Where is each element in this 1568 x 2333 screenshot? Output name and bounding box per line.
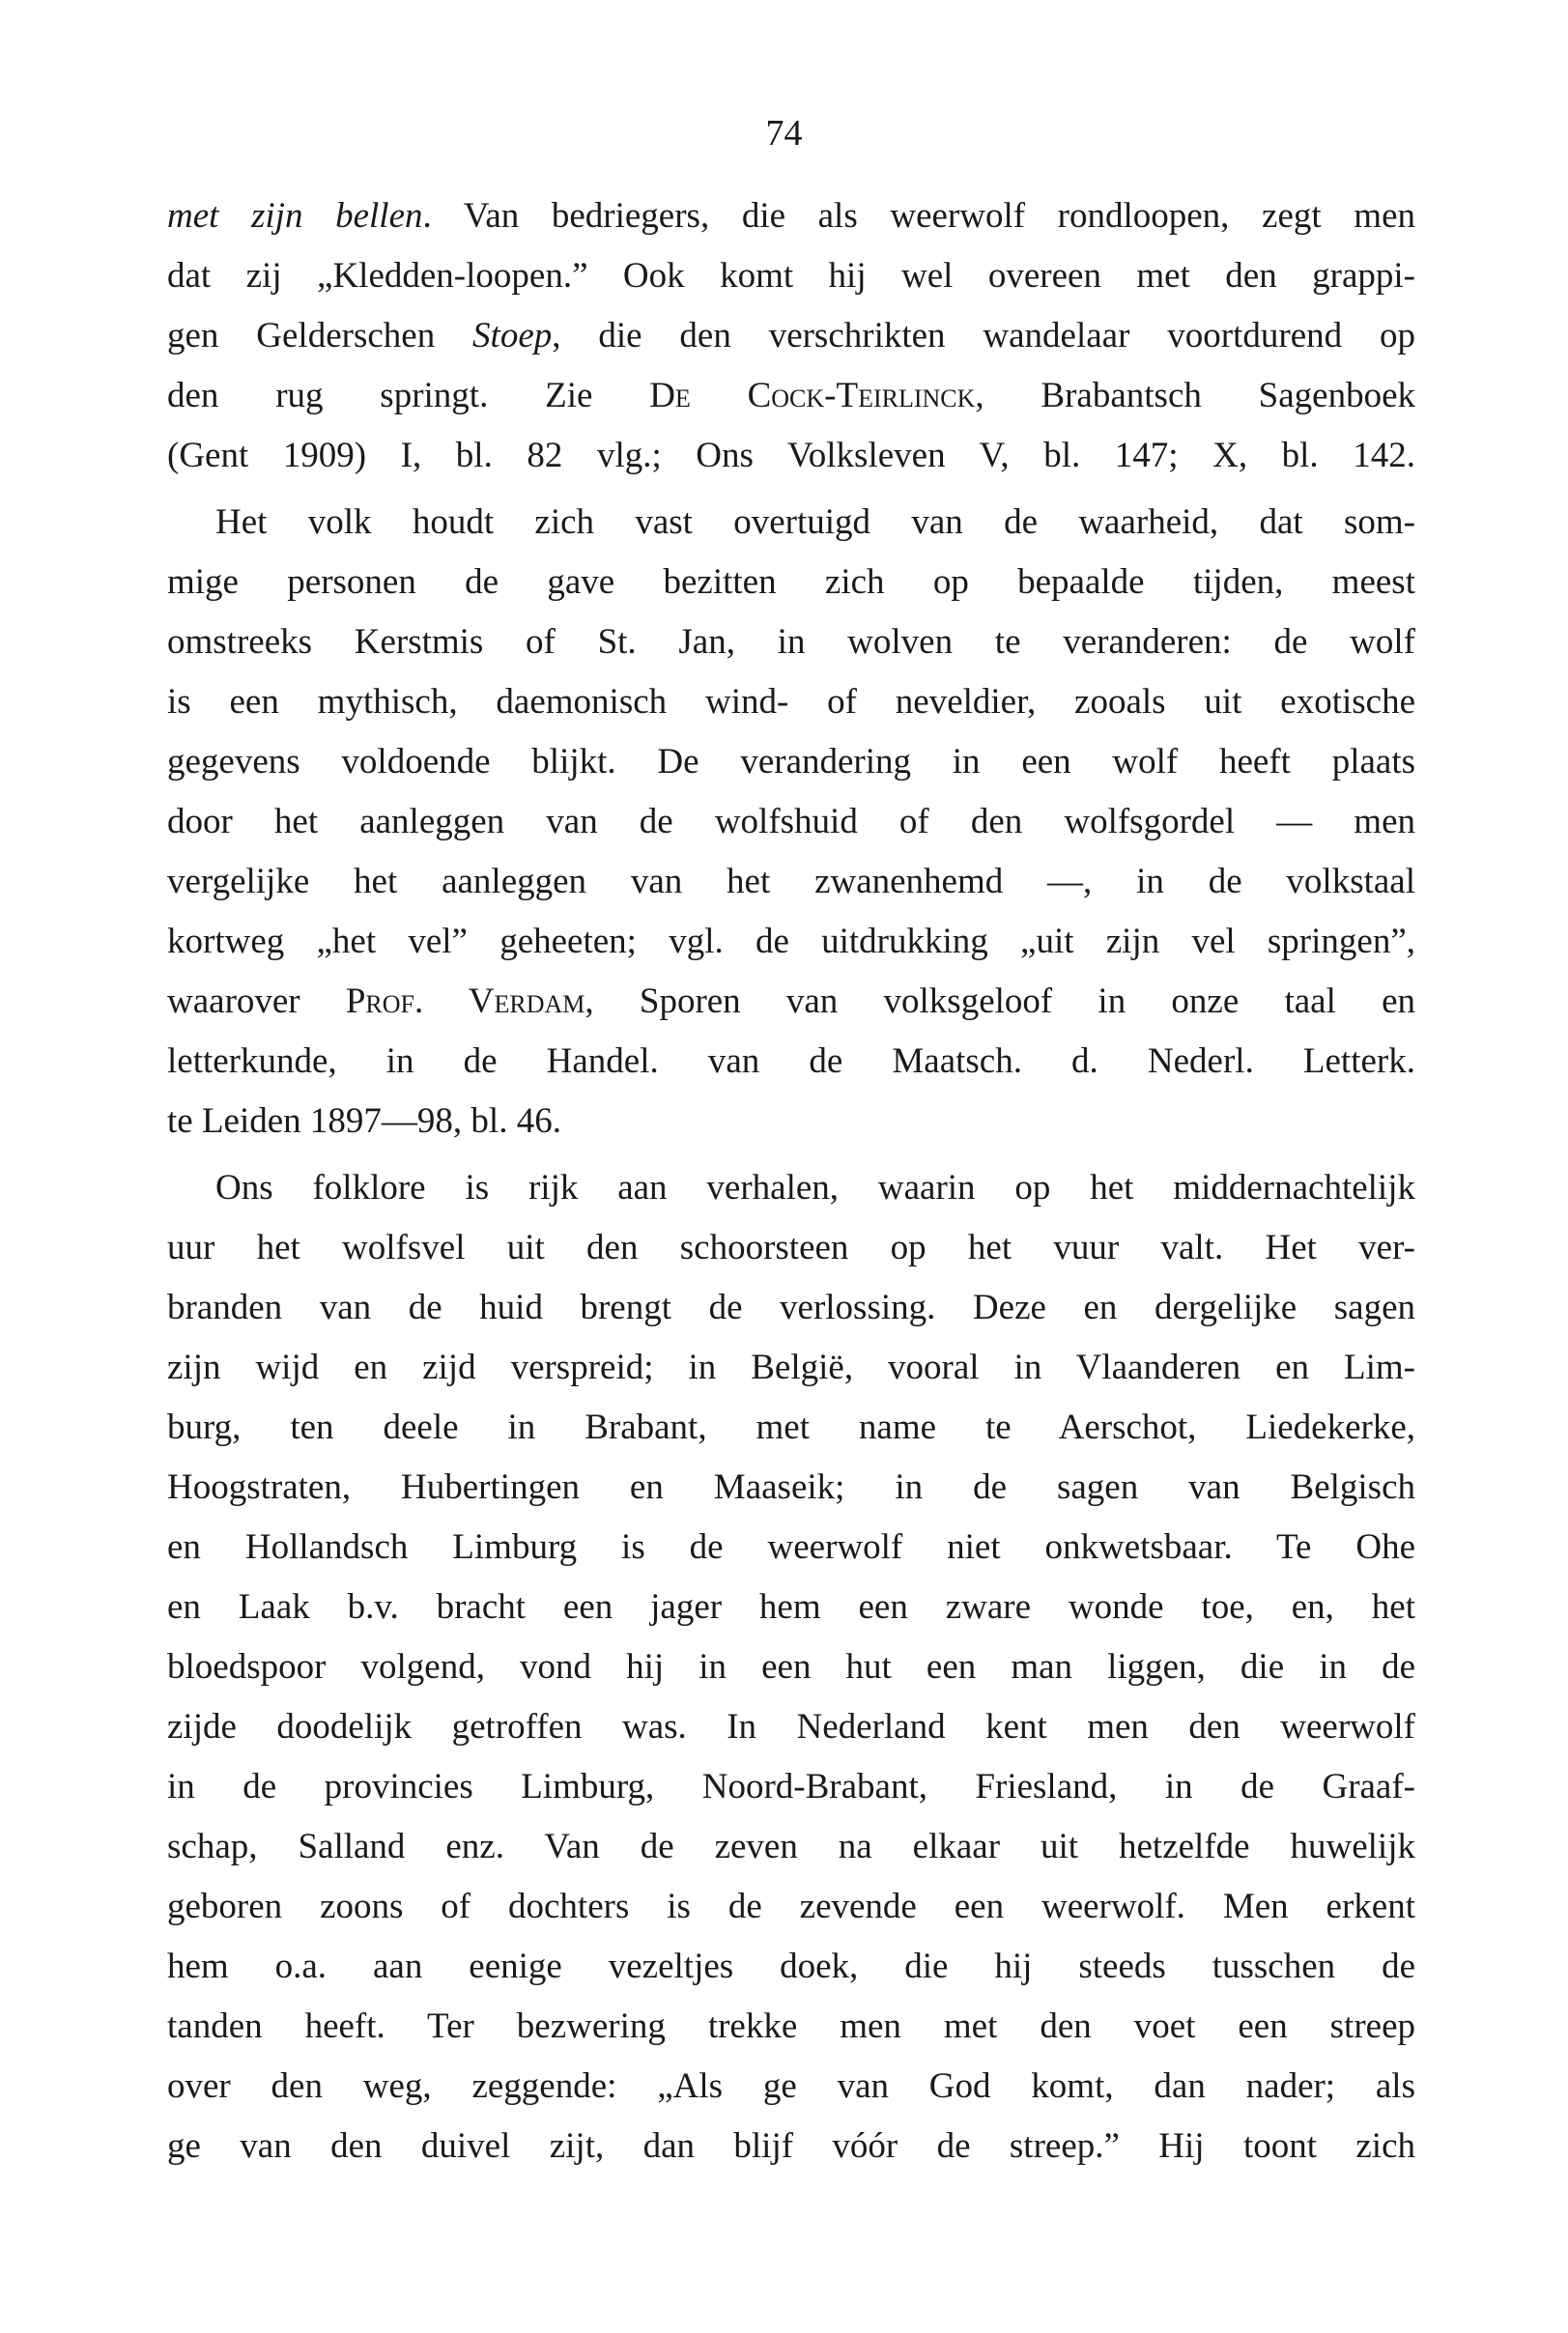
text-segment: zijn wijd en zijd verspreid; in België, vooral in Vlaanderen en Lim- [167, 1348, 1415, 1387]
text-line [167, 366, 1415, 426]
text-segment: dat zij „Kledden-loopen.” Ook komt hij wel overeen met den grappi- [167, 256, 1415, 296]
text-segment: te Leiden 1897—98, bl. 46. [167, 1101, 561, 1141]
text-segment: door het aanleggen van de wolfshuid of den wolfsgordel — men [167, 802, 1415, 841]
text-line [167, 1518, 1415, 1578]
italic-text: met zijn bellen [167, 196, 423, 236]
text-line [167, 612, 1415, 672]
text-segment: geboren zoons of dochters is de zevende een weerwolf. Men erkent [167, 1887, 1415, 1926]
text-segment: bloedspoor volgend, vond hij in een hut een man liggen, die in de [167, 1647, 1415, 1687]
text-segment: burg, ten deele in Brabant, met name te Aerschot, Liedekerke, [167, 1408, 1415, 1447]
text-segment: (Gent 1909) I, bl. 82 vlg.; Ons Volksleven V, bl. 147; X, bl. 142. [167, 436, 1415, 475]
text-line [167, 1757, 1415, 1817]
text-line [167, 426, 1415, 486]
text-segment: in de provincies Limburg, Noord-Brabant, Friesland, in de Graaf- [167, 1767, 1415, 1807]
text-segment: hem o.a. aan eenige vezeltjes doek, die hij steeds tusschen de [167, 1947, 1415, 1986]
text-line [167, 306, 1415, 366]
text-segment: waarover [167, 982, 346, 1021]
text-segment: omstreeks Kerstmis of St. Jan, in wolven te veranderen: de wolf [167, 622, 1415, 662]
text-segment: over den weg, zeggende: „Als ge van God komt, dan nader; als [167, 2066, 1415, 2106]
text-segment: kortweg „het vel” geheeten; vgl. de uitdrukking „uit zijn vel springen”, [167, 922, 1415, 961]
text-segment: , Sporen van volksgeloof in onze taal en [584, 982, 1415, 1021]
text-segment: ge van den duivel zijt, dan blijf vóór de streep.” Hij toont zich [167, 2126, 1415, 2166]
text-line [167, 1092, 1415, 1152]
text-line [167, 553, 1415, 612]
text-line [167, 852, 1415, 912]
text-line [167, 1817, 1415, 1877]
small-caps-name: Prof. Verdam [345, 982, 585, 1021]
text-line [167, 1997, 1415, 2057]
text-segment: den rug springt. Zie [167, 376, 650, 415]
text-segment: schap, Salland enz. Van de zeven na elkaar uit hetzelfde huwelijk [167, 1827, 1415, 1866]
text-segment: gen Gelderschen [167, 316, 473, 356]
text-line [167, 1937, 1415, 1997]
text-segment: Ons folklore is rijk aan verhalen, waarin op het middernachtelijk [215, 1168, 1415, 1208]
text-line [167, 732, 1415, 792]
text-line [167, 186, 1415, 246]
text-line [167, 1398, 1415, 1458]
small-caps-name: De Cock-Teirlinck [649, 376, 976, 415]
text-segment: tanden heeft. Ter bezwering trekke men met den voet een streep [167, 2006, 1415, 2046]
text-line [167, 672, 1415, 732]
paragraph [167, 1158, 1415, 2177]
text-segment: mige personen de gave bezitten zich op bepaalde tijden, meest [167, 562, 1415, 602]
text-segment: uur het wolfsvel uit den schoorsteen op het vuur valt. Het ver- [167, 1228, 1415, 1267]
text-segment: zijde doodelijk getroffen was. In Nederland kent men den weerwolf [167, 1707, 1415, 1747]
text-segment: is een mythisch, daemonisch wind- of neveldier, zooals uit exotische [167, 682, 1415, 722]
text-line [167, 1578, 1415, 1637]
text-line [167, 493, 1415, 553]
text-segment: letterkunde, in de Handel. van de Maatsch. d. Nederl. Letterk. [167, 1041, 1415, 1081]
text-line [167, 2117, 1415, 2177]
text-line [167, 246, 1415, 306]
text-segment: Hoogstraten, Hubertingen en Maaseik; in de sagen van Belgisch [167, 1467, 1415, 1507]
text-line [167, 1278, 1415, 1338]
paragraph [167, 186, 1415, 486]
text-line [167, 1032, 1415, 1092]
text-line [167, 1877, 1415, 1937]
page-number: 74 [765, 113, 803, 154]
text-line [167, 912, 1415, 972]
text-segment: vergelijke het aanleggen van het zwanenhemd —, in de volkstaal [167, 862, 1415, 901]
text-line [167, 1458, 1415, 1518]
text-line [167, 2057, 1415, 2117]
text-line [167, 972, 1415, 1032]
text-segment: en Laak b.v. bracht een jager hem een zware wonde toe, en, het [167, 1587, 1415, 1627]
text-line [167, 1338, 1415, 1398]
paragraph [167, 493, 1415, 1152]
text-line [167, 1218, 1415, 1278]
italic-text: Stoep [472, 316, 553, 356]
body-text [167, 186, 1415, 2177]
text-line [167, 1637, 1415, 1697]
text-segment: . Van bedriegers, die als weerwolf rondloopen, zegt men [422, 196, 1415, 236]
text-segment: gegevens voldoende blijkt. De verandering in een wolf heeft plaats [167, 742, 1415, 782]
text-segment: , Brabantsch Sagenboek [975, 376, 1416, 415]
text-segment: , die den verschrikten wandelaar voortdurend op [552, 316, 1415, 356]
text-segment: branden van de huid brengt de verlossing. Deze en dergelijke sagen [167, 1288, 1415, 1327]
text-line [167, 1158, 1415, 1218]
text-line [167, 792, 1415, 852]
text-segment: Het volk houdt zich vast overtuigd van de waarheid, dat som- [215, 502, 1415, 542]
text-segment: en Hollandsch Limburg is de weerwolf niet onkwetsbaar. Te Ohe [167, 1527, 1415, 1567]
text-line [167, 1697, 1415, 1757]
